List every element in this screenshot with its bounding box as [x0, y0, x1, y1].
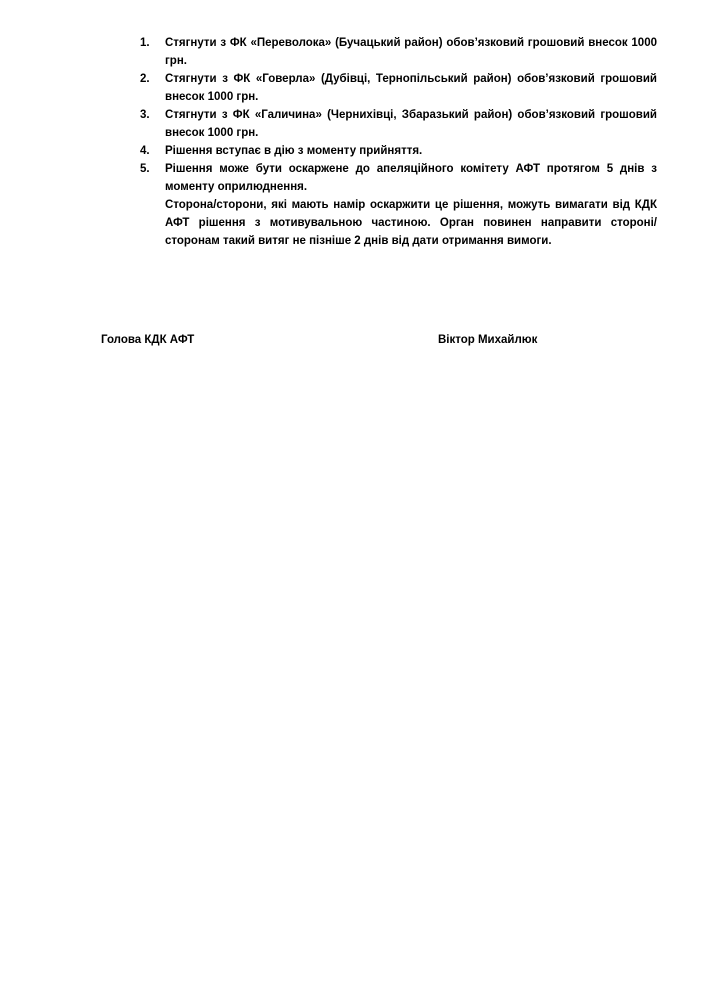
item-text: Рішення вступає в дію з моменту прийняття. — [165, 145, 423, 157]
decision-item-4 — [140, 142, 657, 160]
signature-block — [101, 331, 641, 349]
decision-item-3 — [140, 106, 657, 142]
appeal-note: Сторона/сторони, які мають намір оскаржити це рішення, можуть вимагати від КДК АФТ рішення з мотивувальною частиною. Орган повинен направити стороні/сторонам такий витяг не пізніше 2 днів від дати отримання вимоги. — [165, 199, 657, 247]
item-body — [165, 160, 657, 250]
item-body — [165, 142, 657, 160]
item-number: 3. — [140, 109, 150, 121]
decision-item-2 — [140, 70, 657, 106]
item-text: Стягнути з ФК «Говерла» (Дубівці, Тернопільський район) обов’язковий грошовий внесок 1000 грн. — [165, 73, 657, 103]
signatory-position: Голова КДК АФТ — [101, 334, 195, 346]
item-body — [165, 106, 657, 142]
item-number: 4. — [140, 145, 150, 157]
item-text: Стягнути з ФК «Галичина» (Чернихівці, Збаразький район) обов’язковий грошовий внесок 1000 грн. — [165, 109, 657, 139]
decision-item-1 — [140, 34, 657, 70]
decision-list — [140, 34, 657, 250]
item-number: 5. — [140, 163, 150, 175]
item-body — [165, 34, 657, 70]
item-number: 1. — [140, 37, 150, 49]
decision-item-5 — [140, 160, 657, 250]
item-text: Рішення може бути оскаржене до апеляційного комітету АФТ протягом 5 днів з моменту оприлюднення. — [165, 163, 657, 193]
item-body — [165, 70, 657, 106]
signatory-name: Віктор Михайлюк — [438, 334, 538, 346]
item-text: Стягнути з ФК «Переволока» (Бучацький район) обов’язковий грошовий внесок 1000 грн. — [165, 37, 657, 67]
item-number: 2. — [140, 73, 150, 85]
